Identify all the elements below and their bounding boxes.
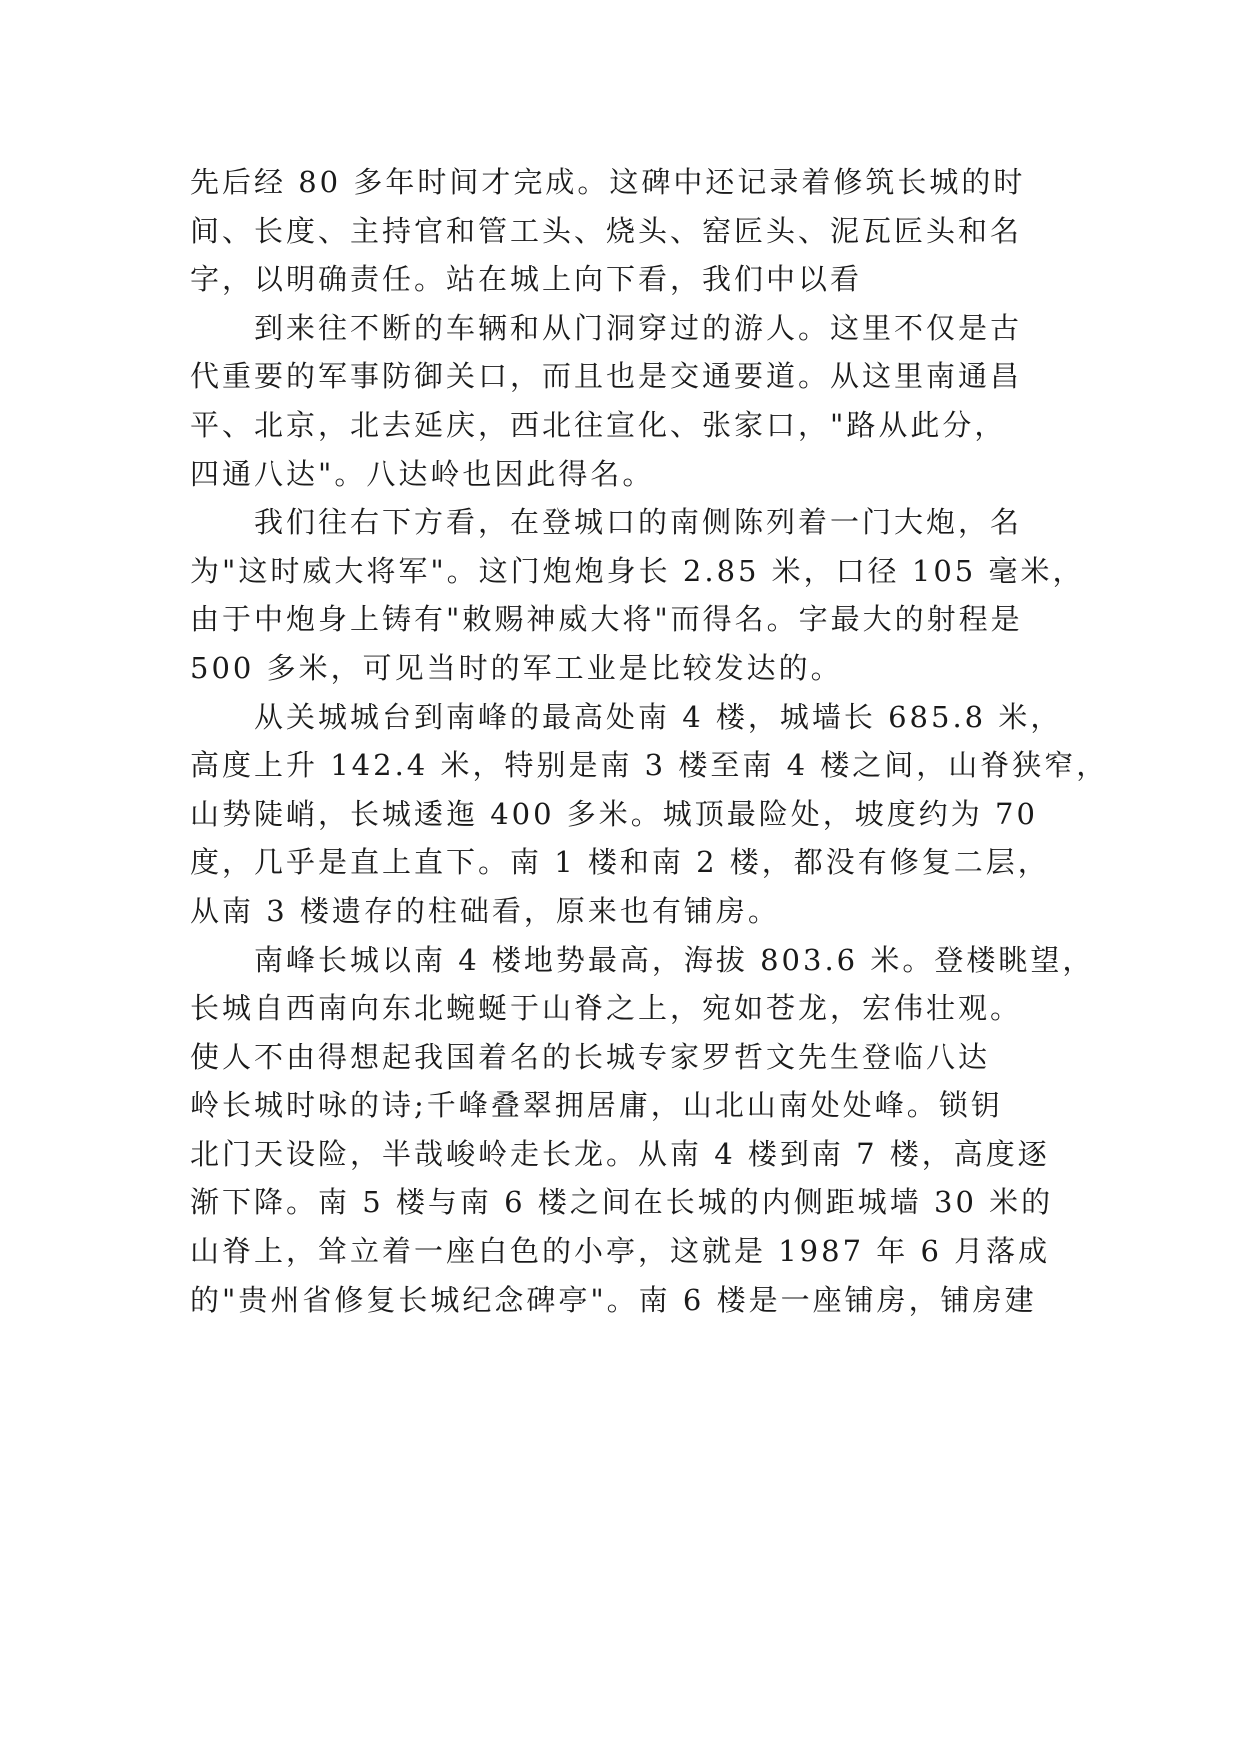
body-text: [190, 158, 1109, 1324]
text-line: 四通八达"。八达岭也因此得名。: [190, 456, 655, 491]
text-line: 先后经 80 多年时间才完成。这碑中还记录着修筑长城的时: [190, 165, 1026, 199]
text-line: 使人不由得想起我国着名的长城专家罗哲文先生登临八达: [190, 1039, 991, 1074]
text-line: 间、长度、主持官和管工头、烧头、窑匠头、泥瓦匠头和名: [190, 213, 1023, 248]
text-line: 长城自西南向东北蜿蜒于山脊之上，宛如苍龙，宏伟壮观。: [190, 991, 1023, 1026]
text-line: 我们往右下方看，在登城口的南侧陈列着一门大炮，名: [254, 505, 1023, 540]
text-line: 的"贵州省修复长城纪念碑亭"。南 6 楼是一座铺房，铺房建: [190, 1282, 1037, 1317]
text-line: 代重要的军事防御关口，而且也是交通要道。从这里南通昌: [190, 359, 1023, 394]
text-line: 从关城城台到南峰的最高处南 4 楼，城墙长 685.8 米，: [254, 699, 1063, 734]
text-line: 到来往不断的车辆和从门洞穿过的游人。这里不仅是古: [254, 310, 1023, 345]
text-line: 由于中炮身上铸有"敕赐神威大将"而得名。字最大的射程是: [190, 602, 1023, 637]
text-line: 北门天设险，半哉峻岭走长龙。从南 4 楼到南 7 楼，高度逐: [190, 1136, 1050, 1171]
text-line: 为"这时威大将军"。这门炮炮身长 2.85 米，口径 105 毫米，: [190, 553, 1085, 588]
text-line: 山脊上，耸立着一座白色的小亭，这就是 1987 年 6 月落成: [190, 1234, 1051, 1269]
text-line: 字，以明确责任。站在城上向下看，我们中以看: [190, 262, 863, 297]
text-line: 平、北京，北去延庆，西北往宣化、张家口，"路从此分，: [190, 407, 1007, 442]
text-line: 岭长城时咏的诗;千峰叠翠拥居庸，山北山南处处峰。锁钥: [190, 1088, 1003, 1123]
text-line: 从南 3 楼遗存的柱础看，原来也有铺房。: [190, 893, 780, 928]
text-line: 500 多米，可见当时的军工业是比较发达的。: [190, 650, 843, 685]
text-line: 渐下降。南 5 楼与南 6 楼之间在长城的内侧距城墙 30 米的: [190, 1185, 1054, 1220]
text-line: 度，几乎是直上直下。南 1 楼和南 2 楼，都没有修复二层，: [190, 845, 1050, 880]
text-line: 南峰长城以南 4 楼地势最高，海拔 803.6 米。登楼眺望，: [254, 942, 1095, 977]
text-line: 高度上升 142.4 米，特别是南 3 楼至南 4 楼之间，山脊狭窄，: [190, 748, 1109, 783]
text-line: 山势陡峭，长城逶迤 400 多米。城顶最险处，坡度约为 70: [190, 796, 1038, 831]
